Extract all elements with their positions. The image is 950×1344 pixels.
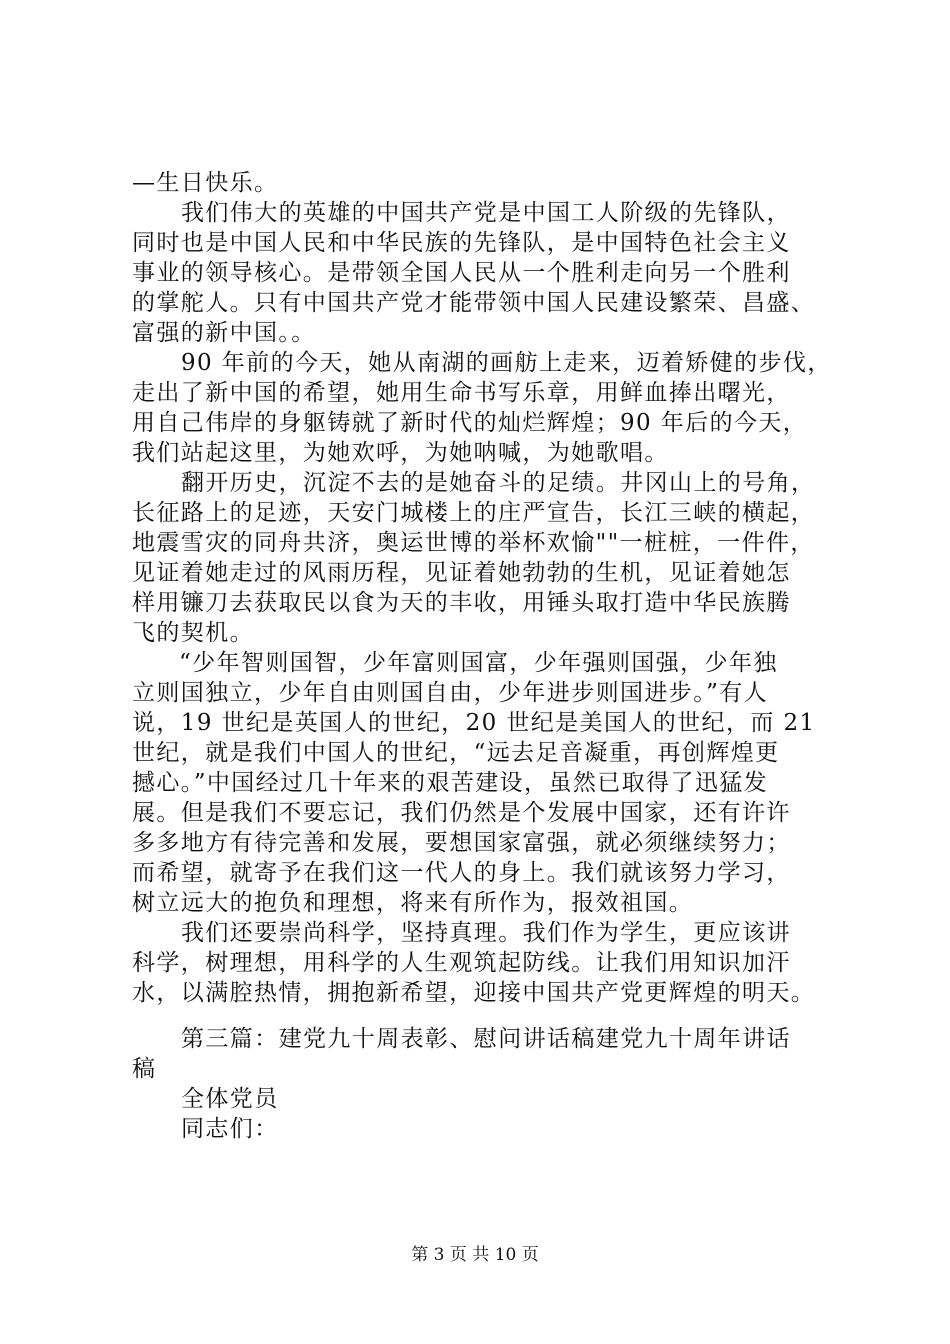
text-line: 水，以满腔热情，拥抱新希望，迎接中国共产党更辉煌的明天。 [132,980,816,1006]
text-line: 见证着她走过的风雨历程，见证着她勃勃的生机，见证着她怎 [132,560,791,586]
text-line: 样用镰刀去获取民以食为天的丰收，用锤头取打造中华民族腾 [132,590,791,616]
text-line: 树立远大的抱负和理想，将来有所作为，报效祖国。 [132,890,694,916]
text-line: 的掌舵人。只有中国共产党才能带领中国人民建设繁荣、昌盛、 [132,290,816,316]
document-body [132,168,852,1144]
text-line: 长征路上的足迹，天安门城楼上的庄严宣告，长江三峡的横起， [132,500,816,526]
text-line: 走出了新中国的希望，她用生命书写乐章，用鲜血捧出曙光， [132,380,791,406]
text-line: 同时也是中国人民和中华民族的先锋队，是中国特色社会主义 [132,230,791,256]
text-line: 世纪，就是我们中国人的世纪，“远去足音凝重，再创辉煌更 [132,740,780,766]
text-line: 我们站起这里，为她欢呼，为她呐喊，为她歌唱。 [132,440,669,466]
text-line: 立则国独立，少年自由则国自由，少年进步则国进步。”有人 [132,680,769,706]
text-line: 多多地方有待完善和发展，要想国家富强，就必须继续努力； [132,830,791,856]
page-number-footer: 第 3 页 共 10 页 [411,1245,539,1265]
text-line: 撼心。”中国经过几十年来的艰苦建设，虽然已取得了迅猛发 [132,770,769,796]
paragraph-start-line: 我们还要崇尚科学，坚持真理。我们作为学生，更应该讲 [181,920,791,946]
paragraph-start-line: 我们伟大的英雄的中国共产党是中国工人阶级的先锋队， [181,200,791,226]
text-line: 而希望，就寄予在我们这一代人的身上。我们就该努力学习， [132,860,791,886]
text-line: 地震雪灾的同舟共济，奥运世博的举杯欢愉""一桩桩，一件件， [132,530,815,556]
paragraph-gap [132,1008,852,1024]
salutation-line: 全体党员 [181,1086,279,1112]
text-line: 飞的契机。 [132,620,254,646]
text-line: 展。但是我们不要忘记，我们仍然是个发展中国家，还有许许 [132,800,791,826]
section-heading-line: 第三篇：建党九十周表彰、慰问讲话稿建党九十周年讲话 [181,1026,791,1052]
text-line: 说，19 世纪是英国人的世纪，20 世纪是美国人的世纪，而 21 [132,710,816,736]
text-line: 用自己伟岸的身躯铸就了新时代的灿烂辉煌；90 年后的今天， [132,410,808,436]
paragraph-start-line: “少年智则国智，少年富则国富，少年强则国强，少年独 [179,650,778,676]
salutation-line: 同志们： [181,1116,279,1142]
text-line: 富强的新中国。。 [132,320,316,346]
text-line: 事业的领导核心。是带领全国人民从一个胜利走向另一个胜利 [132,260,791,286]
text-line: 科学，树理想，用科学的人生观筑起防线。让我们用知识加汗 [132,950,791,976]
paragraph-start-line: 90 年前的今天，她从南湖的画舫上走来，迈着矫健的步伐， [181,350,832,376]
section-heading-line: 稿 [132,1056,157,1082]
text-line: —生日快乐。 [132,170,279,196]
paragraph-start-line: 翻开历史，沉淀不去的是她奋斗的足绩。井冈山上的号角， [181,470,816,496]
